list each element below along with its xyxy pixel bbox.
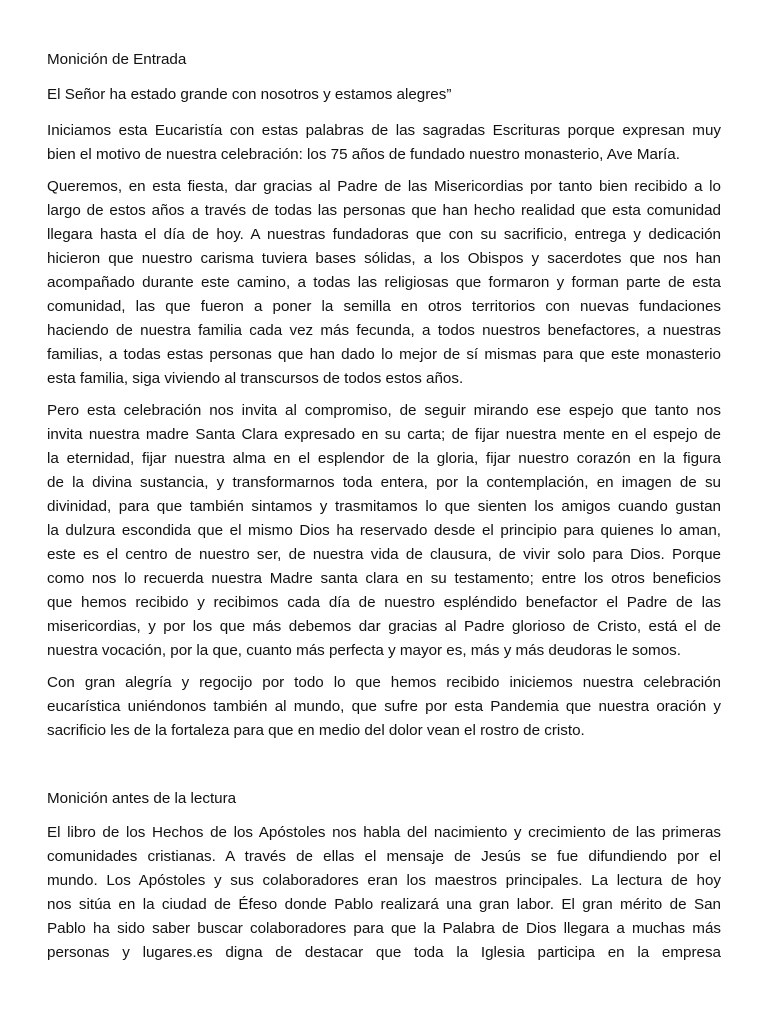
text-line: sacrificio les de la fortaleza para que en medio del dolor vean el rostro de cristo.	[47, 722, 585, 739]
text-line: la dulzura escondida que el mismo Dios ha reservado desde el principio para quienes lo aman,	[47, 522, 721, 539]
text-line: El libro de los Hechos de los Apóstoles nos habla del nacimiento y crecimiento de las primeras	[47, 824, 721, 841]
text-line: acompañado durante este camino, a todas las religiosas que formaron y forman parte de esta	[47, 274, 721, 291]
text-line: comunidad, las que fueron a poner la semilla en otros territorios con nuevas fundaciones	[47, 298, 721, 315]
text-line: nos sitúa en la ciudad de Éfeso donde Pablo realizará una gran labor. El gran mérito de San	[47, 896, 721, 913]
text-line: largo de estos años a través de todas las personas que han hecho realidad que esta comunidad	[47, 202, 721, 219]
text-line: Pero esta celebración nos invita al compromiso, de seguir mirando ese espejo que tanto nos	[47, 402, 721, 419]
text-line: mundo. Los Apóstoles y sus colaboradores eran los maestros principales. La lectura de hoy	[47, 872, 721, 889]
text-line: hicieron que nuestro carisma tuviera bases sólidas, a los Obispos y sacerdotes que nos han	[47, 250, 721, 267]
opening-quote: El Señor ha estado grande con nosotros y estamos alegres”	[47, 86, 452, 103]
text-line: llegara hasta el día de hoy. A nuestras fundadoras que con su sacrificio, entrega y dedicación	[47, 226, 721, 243]
heading-monicion-lectura: Monición antes de la lectura	[47, 790, 237, 807]
text-line: como nos lo recuerda nuestra Madre santa clara en su testamento; entre los otros beneficios	[47, 570, 721, 587]
text-line: de la divina sustancia, y transformarnos toda entera, por la contemplación, en imagen de su	[47, 474, 721, 491]
text-line: este es el centro de nuestro ser, de nuestra vida de clausura, de vivir solo para Dios. Porque	[47, 546, 721, 563]
text-line: invita nuestra madre Santa Clara expresado en su carta; de fijar nuestra mente en el espejo de	[47, 426, 721, 443]
text-line: que hemos recibido y recibimos cada día de nuestro espléndido benefactor el Padre de las	[47, 594, 721, 611]
paragraph-agradecimiento	[47, 175, 721, 391]
text-line: Iniciamos esta Eucaristía con estas palabras de las sagradas Escrituras porque expresan muy	[47, 122, 721, 139]
text-line: comunidades cristianas. A través de ellas el mensaje de Jesús se fue difundiendo por el	[47, 848, 721, 865]
paragraph-introduccion	[47, 119, 721, 167]
text-line: nuestra vocación, por la que, cuanto más perfecta y mayor es, más y más deudoras le somos.	[47, 642, 681, 659]
paragraph-compromiso	[47, 399, 721, 663]
text-line: haciendo de nuestra familia cada vez más fecunda, a todos nuestros benefactores, a nuestras	[47, 322, 721, 339]
text-line: familias, a todas estas personas que han dado lo mejor de sí mismas para que este monasterio	[47, 346, 721, 363]
text-line: divinidad, para que también sintamos y trasmitamos lo que sienten los amigos cuando gustan	[47, 498, 721, 515]
text-line: eucarística uniéndonos también al mundo, que sufre por esta Pandemia que nuestra oración y	[47, 698, 721, 715]
paragraph-celebracion	[47, 671, 721, 743]
text-line: la eternidad, fijar nuestra alma en el esplendor de la gloria, fijar nuestro corazón en la figura	[47, 450, 721, 467]
heading-monicion-entrada: Monición de Entrada	[47, 51, 187, 68]
text-line: esta familia, siga viviendo al transcursos de todos estos años.	[47, 370, 464, 387]
paragraph-hechos-apostoles	[47, 821, 721, 965]
text-line: bien el motivo de nuestra celebración: los 75 años de fundado nuestro monasterio, Ave María.	[47, 146, 680, 163]
text-line: Con gran alegría y regocijo por todo lo que hemos recibido iniciemos nuestra celebración	[47, 674, 721, 691]
text-line: personas y lugares.es digna de destacar que toda la Iglesia participa en la empresa	[47, 944, 721, 961]
text-line: Pablo ha sido saber buscar colaboradores para que la Palabra de Dios llegara a muchas más	[47, 920, 721, 937]
text-line: misericordias, y por los que más debemos dar gracias al Padre glorioso de Cristo, está el de	[47, 618, 721, 635]
text-line: Queremos, en esta fiesta, dar gracias al Padre de las Misericordias por tanto bien recibido a lo	[47, 178, 721, 195]
